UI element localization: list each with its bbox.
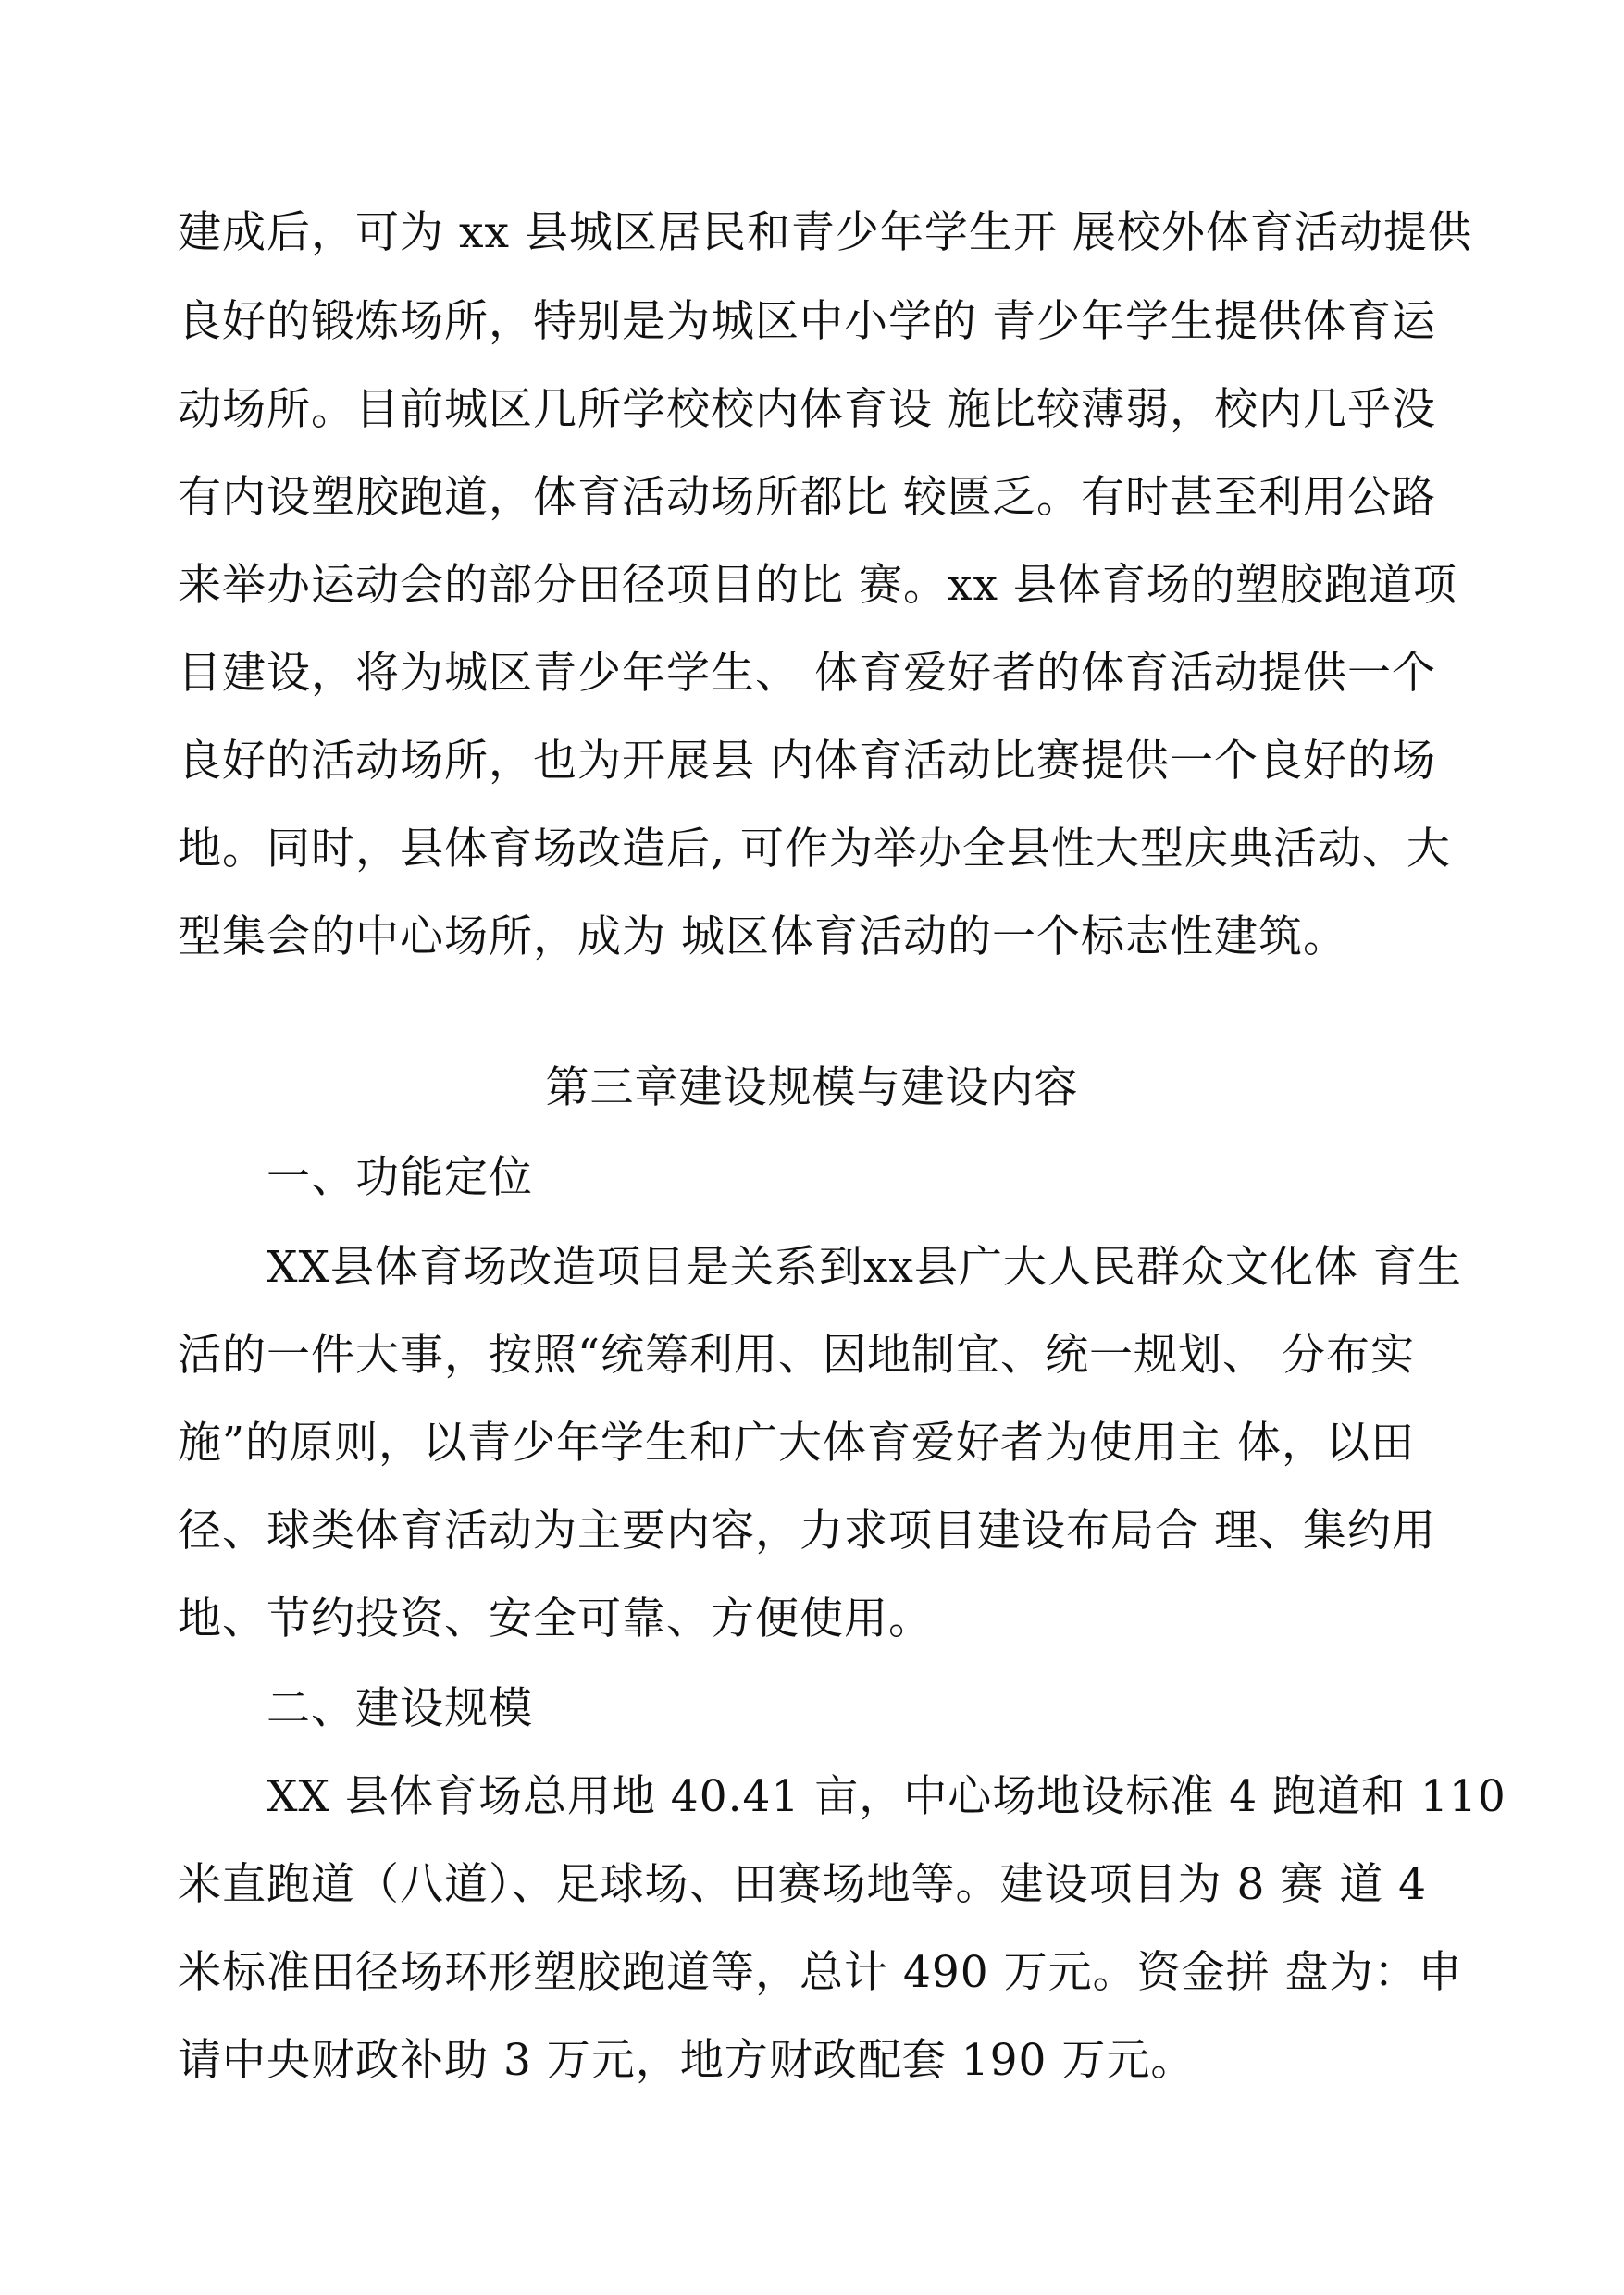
text-line: XX 县体育场总用地 40.41 亩，中心场地设标准 4 跑道和 110 [267, 1771, 1506, 1822]
text-line: 型集会的中心场所，成为 城区体育活动的一个标志性建筑。 [178, 912, 1347, 962]
text-line: 地。同时，县体育场改造后, 可作为举办全县性大型庆典活动、大 [178, 824, 1451, 875]
text-line: 地、节约投资、安全可靠、方便使用。 [178, 1594, 933, 1644]
text-line: 米标准田径场环形塑胶跑道等，总计 490 万元。资金拼 盘为：申 [178, 1947, 1463, 1998]
text-line: 米直跑道（八道）、足球场、田赛场地等。建设项目为 8 赛 道 4 [178, 1859, 1428, 1910]
text-line: 径、球类体育活动为主要内容，力求项目建设布局合 理、集约用 [178, 1506, 1436, 1557]
text-line: 良好的活动场所，也为开展县 内体育活动比赛提供一个良好的场 [178, 736, 1436, 787]
text-line: 活的一件大事，按照“统筹利用、因地制宜、统一规划、 分布实 [178, 1330, 1415, 1381]
section-title: 一、功能定位 [267, 1152, 533, 1203]
chapter-title: 第三章建设规模与建设内容 [545, 1062, 1079, 1113]
text-line: 施”的原则，以青少年学生和广大体育爱好者为使用主 体，以田 [178, 1418, 1415, 1469]
section-title: 二、建设规模 [267, 1683, 533, 1734]
text-line: XX县体育场改造项目是关系到xx县广大人民群众文化体 育生 [267, 1242, 1462, 1293]
text-line: 有内设塑胶跑道，体育活动场所都比 较匮乏。有时甚至利用公路 [178, 472, 1436, 523]
text-line: 来举办运动会的部分田径项目的比 赛。xx 县体育场的塑胶跑道项 [178, 560, 1457, 611]
text-line: 目建设，将为城区青少年学生、 体育爱好者的体育活动提供一个 [178, 648, 1436, 699]
text-line: 良好的锻炼场所，特别是为城区中小学的 青少年学生提供体育运 [178, 296, 1436, 347]
text-line: 请中央财政补助 3 万元，地方财政配套 190 万元。 [178, 2035, 1196, 2086]
text-line: 建成后，可为 xx 县城区居民和青少年学生开 展校外体育活动提供 [178, 207, 1472, 258]
text-line: 动场所。目前城区几所学校校内体育设 施比较薄弱，校内几乎没 [178, 384, 1436, 435]
